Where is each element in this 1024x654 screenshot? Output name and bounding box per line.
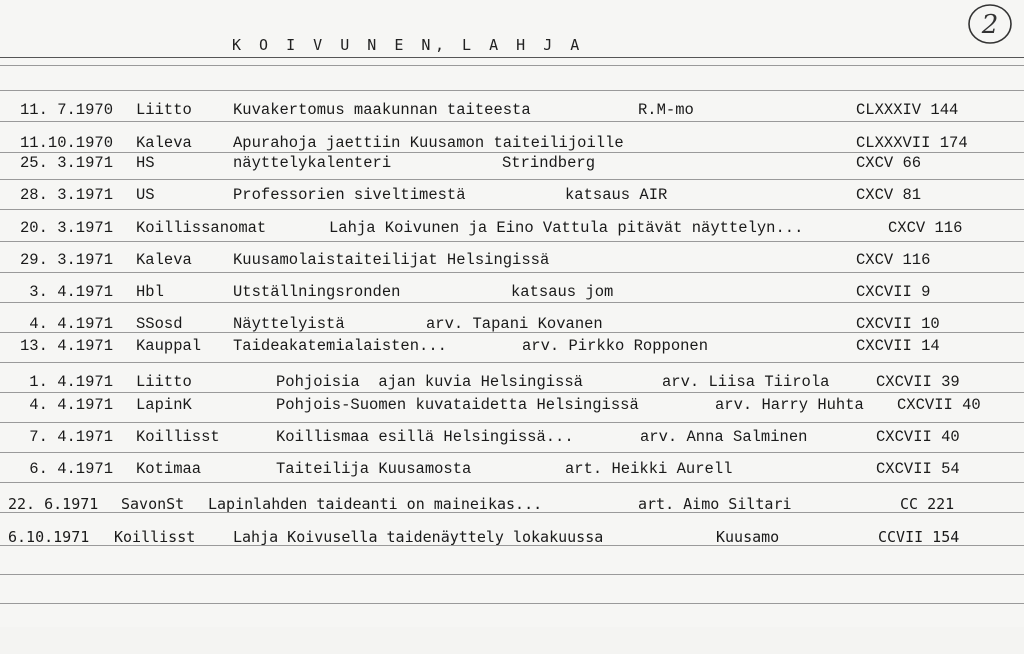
ruled-line: [0, 152, 1024, 153]
entry-author: arv. Liisa Tiirola: [662, 373, 830, 391]
entry-author: katsaus AIR: [565, 186, 668, 204]
entry-date: 6. 4.1971: [20, 460, 114, 478]
list-item: [8, 528, 960, 654]
card-number-text: 2: [981, 10, 999, 40]
entry-date: 1. 4.1971: [20, 373, 114, 391]
entry-author: Strindberg: [502, 154, 596, 172]
entry-author: katsaus jom: [511, 283, 614, 301]
entry-source: Kaleva: [136, 134, 192, 152]
entry-ref: CXCV 81: [856, 186, 922, 204]
entry-source: SSosd: [136, 315, 183, 333]
entry-date: 11. 7.1970: [20, 101, 114, 119]
entry-title: Taideakatemialaisten...: [233, 337, 447, 355]
entry-ref: CLXXXIV 144: [856, 101, 959, 119]
ruled-line: [0, 574, 1024, 575]
entry-source: SavonSt: [121, 495, 185, 513]
entry-ref: CXCVII 40: [876, 428, 960, 446]
entry-title: Lapinlahden taideanti on maineikas...: [208, 495, 543, 513]
entry-title: Lahja Koivunen ja Eino Vattula pitävät näyttelyn...: [329, 219, 804, 237]
entry-ref: CXCVII 39: [876, 373, 960, 391]
entry-title: Kuvakertomus maakunnan taiteesta: [233, 101, 531, 119]
ruled-line: [0, 362, 1024, 363]
header-rule: [0, 57, 1024, 58]
entry-source: Kauppal: [136, 337, 202, 355]
entry-date: 4. 4.1971: [20, 315, 114, 333]
entry-title: näyttelykalenteri: [233, 154, 392, 172]
entry-title: Professorien siveltimestä: [233, 186, 466, 204]
ruled-line: [0, 272, 1024, 273]
entry-source: Koillisst: [136, 428, 220, 446]
entry-date: 6.10.1971: [8, 528, 90, 546]
entry-title: Koillismaa esillä Helsingissä...: [276, 428, 574, 446]
entry-source: US: [136, 186, 155, 204]
entry-ref: CXCV 116: [888, 219, 963, 237]
card-number-circle-icon: [966, 2, 1014, 46]
entry-author: Kuusamo: [716, 528, 780, 546]
ruled-line: [0, 179, 1024, 180]
entry-date: 4. 4.1971: [20, 396, 114, 414]
ruled-line: [0, 90, 1024, 91]
entry-date: 7. 4.1971: [20, 428, 114, 446]
ruled-line: [0, 302, 1024, 303]
entry-source: Koillisst: [114, 528, 196, 546]
entry-source: LapinK: [136, 396, 192, 414]
ruled-line: [0, 482, 1024, 483]
entry-ref: CXCV 116: [856, 251, 931, 269]
entry-ref: CXCVII 9: [856, 283, 931, 301]
entry-date: 28. 3.1971: [20, 186, 114, 204]
entry-date: 22. 6.1971: [8, 495, 99, 513]
entry-title: Pohjoisia ajan kuvia Helsingissä: [276, 373, 583, 391]
ruled-line: [0, 209, 1024, 210]
entry-source: Liitto: [136, 373, 192, 391]
entry-author: art. Heikki Aurell: [565, 460, 733, 478]
card-heading: K O I V U N E N, L A H J A: [232, 36, 584, 54]
entry-source: Liitto: [136, 101, 192, 119]
ruled-line: [0, 603, 1024, 604]
entry-date: 11.10.1970: [20, 134, 114, 152]
entry-date: 13. 4.1971: [20, 337, 114, 355]
entry-date: 29. 3.1971: [20, 251, 114, 269]
ruled-line: [0, 452, 1024, 453]
entry-title: Kuusamolaistaiteilijat Helsingissä: [233, 251, 550, 269]
ruled-line: [0, 392, 1024, 393]
entry-title: Näyttelyistä: [233, 315, 345, 333]
ruled-line: [0, 422, 1024, 423]
entry-source: Kaleva: [136, 251, 192, 269]
entry-title: Utställningsronden: [233, 283, 401, 301]
card-number: [966, 2, 1014, 46]
ruled-line: [0, 241, 1024, 242]
entry-ref: CLXXXVII 174: [856, 134, 968, 152]
entry-ref: CXCVII 10: [856, 315, 940, 333]
entry-ref: CXCVII 14: [856, 337, 940, 355]
entry-author: arv. Harry Huhta: [715, 396, 864, 414]
entry-source: Kotimaa: [136, 460, 202, 478]
entry-ref: CXCV 66: [856, 154, 922, 172]
entry-date: 20. 3.1971: [20, 219, 114, 237]
entry-title: Apurahoja jaettiin Kuusamon taiteilijoille: [233, 134, 624, 152]
ruled-line: [0, 121, 1024, 122]
entry-author: arv. Tapani Kovanen: [426, 315, 603, 333]
entry-author: arv. Anna Salminen: [640, 428, 808, 446]
entry-author: arv. Pirkko Ropponen: [522, 337, 709, 355]
entry-ref: CCVII 154: [878, 528, 960, 546]
entry-title: Pohjois-Suomen kuvataidetta Helsingissä: [276, 396, 639, 414]
entry-source: HS: [136, 154, 155, 172]
entry-ref: CXCVII 40: [897, 396, 981, 414]
entry-title: Taiteilija Kuusamosta: [276, 460, 472, 478]
ruled-line: [0, 65, 1024, 66]
entry-author: R.M-mo: [638, 101, 694, 119]
entry-ref: CC 221: [900, 495, 955, 513]
entry-author: art. Aimo Siltari: [638, 495, 792, 513]
entry-source: Hbl: [136, 283, 164, 301]
entry-source: Koillissanomat: [136, 219, 267, 237]
entry-ref: CXCVII 54: [876, 460, 960, 478]
entry-title: Lahja Koivusella taidenäyttely lokakuussa: [233, 528, 604, 546]
entry-date: 25. 3.1971: [20, 154, 114, 172]
entry-date: 3. 4.1971: [20, 283, 114, 301]
